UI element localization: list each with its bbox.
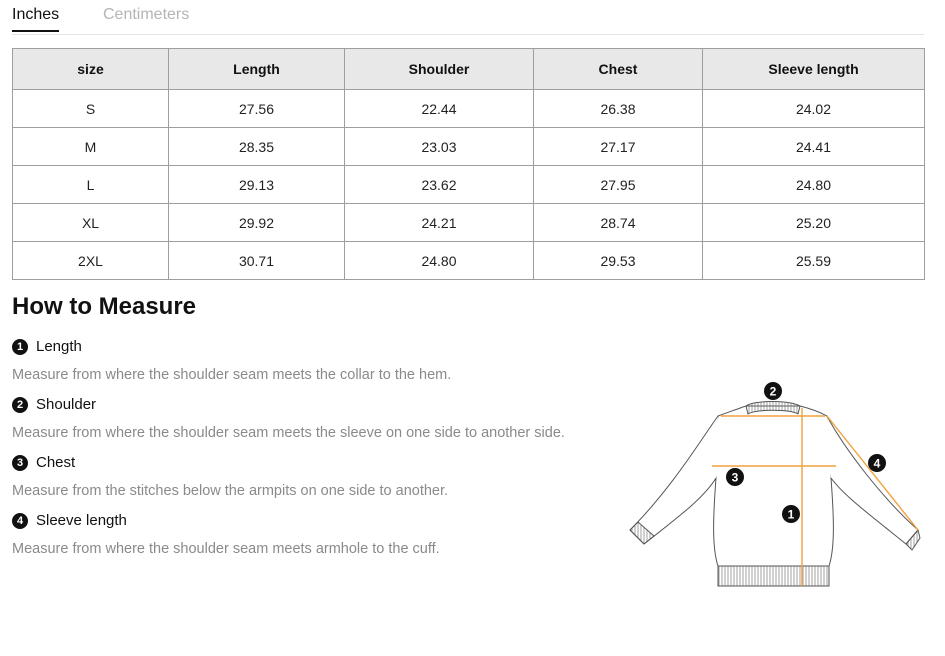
marker-2 [764, 382, 782, 400]
step-number-badge: 1 [12, 339, 28, 355]
measure-step-length [12, 338, 82, 355]
table-cell: 25.59 [703, 242, 925, 280]
measure-step-shoulder [12, 396, 96, 413]
step-description: Measure from where the shoulder seam meets armhole to the cuff. [12, 541, 440, 557]
table-header-row [13, 49, 925, 90]
table-row [13, 242, 925, 280]
table-cell: XL [13, 204, 169, 242]
step-number-badge: 2 [12, 397, 28, 413]
table-cell: 24.21 [345, 204, 534, 242]
table-cell: 24.41 [703, 128, 925, 166]
marker-1-label: 1 [787, 507, 795, 522]
measure-step-chest [12, 454, 75, 471]
table-cell: 22.44 [345, 90, 534, 128]
tab-inches[interactable]: Inches [12, 6, 59, 32]
step-description: Measure from the stitches below the armpits on one side to another. [12, 483, 449, 499]
step-label: Chest [36, 454, 76, 471]
table-row [13, 204, 925, 242]
size-chart-table [12, 48, 925, 280]
step-number-badge: 4 [12, 513, 28, 529]
tab-centimeters[interactable]: Centimeters [103, 6, 190, 23]
step-label: Length [36, 338, 82, 355]
column-header-chest: Chest [534, 49, 703, 90]
table-cell: 23.62 [345, 166, 534, 204]
how-to-measure-title: How to Measure [12, 293, 197, 320]
step-description: Measure from where the shoulder seam meets the collar to the hem. [12, 367, 452, 383]
table-cell: 23.03 [345, 128, 534, 166]
table-row [13, 128, 925, 166]
table-cell: 29.13 [169, 166, 345, 204]
table-cell: S [13, 90, 169, 128]
sweater-measurement-diagram [622, 378, 927, 596]
marker-3 [726, 468, 744, 486]
table-cell: 27.17 [534, 128, 703, 166]
marker-2-label: 2 [769, 384, 777, 399]
marker-3-label: 3 [731, 470, 739, 485]
unit-tabs [12, 0, 924, 35]
table-cell: 27.56 [169, 90, 345, 128]
table-cell: 24.02 [703, 90, 925, 128]
table-row [13, 166, 925, 204]
measure-step-sleeve-length [12, 512, 127, 529]
column-header-sleeve-length: Sleeve length [703, 49, 925, 90]
marker-4-label: 4 [873, 456, 881, 471]
step-description: Measure from where the shoulder seam meets the sleeve on one side to another side. [12, 425, 565, 441]
marker-1 [782, 505, 800, 523]
step-label: Sleeve length [36, 512, 127, 529]
table-cell: 24.80 [345, 242, 534, 280]
table-cell: 27.95 [534, 166, 703, 204]
table-cell: 24.80 [703, 166, 925, 204]
table-cell: 29.53 [534, 242, 703, 280]
step-number-badge: 3 [12, 455, 28, 471]
table-cell: 28.35 [169, 128, 345, 166]
table-cell: 25.20 [703, 204, 925, 242]
table-cell: 29.92 [169, 204, 345, 242]
table-cell: 28.74 [534, 204, 703, 242]
table-cell: L [13, 166, 169, 204]
table-cell: M [13, 128, 169, 166]
table-cell: 26.38 [534, 90, 703, 128]
table-row [13, 90, 925, 128]
step-label: Shoulder [36, 396, 97, 413]
table-cell: 2XL [13, 242, 169, 280]
marker-4 [868, 454, 886, 472]
column-header-size: size [13, 49, 169, 90]
column-header-length: Length [169, 49, 345, 90]
column-header-shoulder: Shoulder [345, 49, 534, 90]
table-cell: 30.71 [169, 242, 345, 280]
sweater-outline [630, 402, 918, 567]
